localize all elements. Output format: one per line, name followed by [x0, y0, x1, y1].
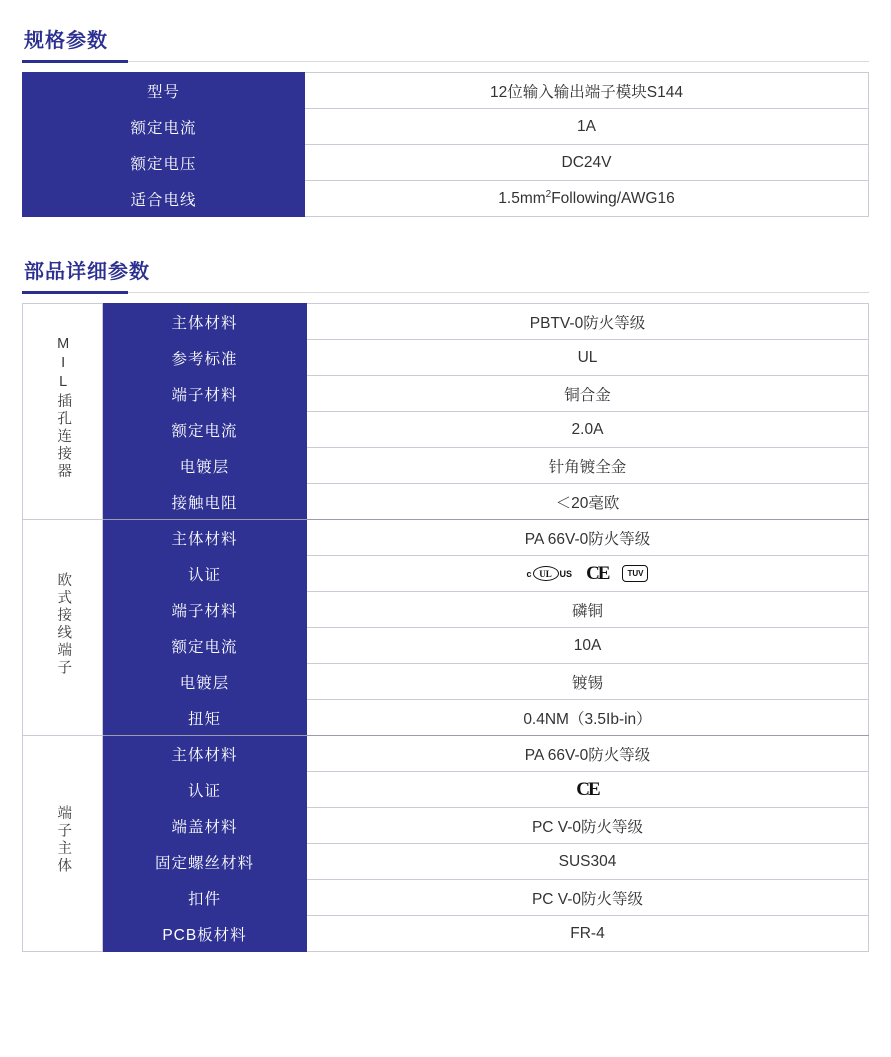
- spec-section-title: 规格参数: [24, 30, 108, 52]
- detail-row-label: 扭矩: [103, 700, 307, 736]
- table-row: [23, 664, 869, 700]
- table-row: [23, 412, 869, 448]
- detail-row-label: 电镀层: [103, 448, 307, 484]
- table-row: [23, 145, 869, 181]
- detail-row-value: 10A: [307, 628, 869, 664]
- detail-row-label: 接触电阻: [103, 484, 307, 520]
- detail-row-label: 参考标准: [103, 340, 307, 376]
- spec-row-label: 额定电流: [23, 109, 305, 145]
- detail-row-value: PC V-0防火等级: [307, 808, 869, 844]
- table-row: [23, 772, 869, 808]
- ul-suffix: US: [559, 568, 573, 579]
- table-row: [23, 181, 869, 217]
- table-row: [23, 808, 869, 844]
- group-label-mil: [23, 304, 103, 520]
- spec-row-label: 额定电压: [23, 145, 305, 181]
- table-row: [23, 448, 869, 484]
- spec-table: [22, 72, 869, 217]
- detail-row-label: PCB板材料: [103, 916, 307, 952]
- ce-mark-icon: CE: [586, 562, 609, 584]
- group-label-text: 欧式接线端子: [55, 571, 72, 677]
- detail-table: [22, 303, 869, 952]
- tuv-mark-icon: TUV: [622, 565, 648, 582]
- section-spacer: [22, 223, 869, 249]
- table-row: [23, 520, 869, 556]
- certification-marks-cell: [307, 772, 869, 808]
- table-row: [23, 592, 869, 628]
- spec-row-value: 12位输入输出端子模块S144: [305, 73, 869, 109]
- spec-section: [22, 18, 869, 217]
- detail-row-label: 认证: [103, 772, 307, 808]
- group-label-text: 端子主体: [55, 805, 72, 876]
- table-row: [23, 700, 869, 736]
- table-row: [23, 556, 869, 592]
- detail-row-label: 端子材料: [103, 376, 307, 412]
- detail-row-label: 主体材料: [103, 304, 307, 340]
- detail-row-value: 针角镀全金: [307, 448, 869, 484]
- detail-row-value: 磷铜: [307, 592, 869, 628]
- detail-section: [22, 249, 869, 952]
- table-row: [23, 880, 869, 916]
- spec-row-value: DC24V: [305, 145, 869, 181]
- detail-row-label: 端盖材料: [103, 808, 307, 844]
- spec-row-value: 1A: [305, 109, 869, 145]
- detail-row-value: PA 66V-0防火等级: [307, 520, 869, 556]
- detail-row-label: 电镀层: [103, 664, 307, 700]
- group-label-euro-terminal: [23, 520, 103, 736]
- detail-row-label: 端子材料: [103, 592, 307, 628]
- detail-row-value: UL: [307, 340, 869, 376]
- detail-row-value: PC V-0防火等级: [307, 880, 869, 916]
- detail-row-value: PBTV-0防火等级: [307, 304, 869, 340]
- certification-marks: [308, 557, 867, 590]
- ul-oval-text: UL: [539, 568, 552, 579]
- section-divider: [22, 292, 869, 293]
- spec-row-label: 型号: [23, 73, 305, 109]
- detail-row-label: 扣件: [103, 880, 307, 916]
- table-row: [23, 73, 869, 109]
- certification-marks: [308, 773, 867, 806]
- detail-row-label: 主体材料: [103, 736, 307, 772]
- group-label-terminal-body: [23, 736, 103, 952]
- detail-row-label: 主体材料: [103, 520, 307, 556]
- table-row: [23, 916, 869, 952]
- detail-row-label: 额定电流: [103, 412, 307, 448]
- table-row: [23, 844, 869, 880]
- spec-row-label: 适合电线: [23, 181, 305, 217]
- certification-marks-cell: [307, 556, 869, 592]
- wire-size-suffix: Following/AWG16: [551, 190, 675, 208]
- ce-mark-icon: CE: [576, 778, 599, 800]
- detail-row-label: 固定螺丝材料: [103, 844, 307, 880]
- detail-row-value: SUS304: [307, 844, 869, 880]
- section-divider: [22, 61, 869, 62]
- group-label-text: MIL插孔连接器: [55, 335, 72, 481]
- table-row: [23, 736, 869, 772]
- spec-row-value: [305, 181, 869, 217]
- table-row: [23, 376, 869, 412]
- wire-size-superscript: 2: [545, 188, 552, 200]
- detail-row-value: PA 66V-0防火等级: [307, 736, 869, 772]
- table-row: [23, 340, 869, 376]
- ul-prefix: c: [526, 568, 532, 579]
- wire-size-prefix: 1.5mm: [498, 190, 546, 208]
- ul-oval-icon: [533, 566, 559, 581]
- table-row: [23, 628, 869, 664]
- detail-row-value: FR-4: [307, 916, 869, 952]
- detail-row-value: 2.0A: [307, 412, 869, 448]
- table-row: [23, 484, 869, 520]
- table-row: [23, 109, 869, 145]
- table-row: [23, 304, 869, 340]
- detail-row-label: 认证: [103, 556, 307, 592]
- detail-section-title: 部品详细参数: [24, 261, 150, 283]
- detail-row-value: 0.4NM（3.5Ib-in）: [307, 700, 869, 736]
- detail-row-value: ＜20毫欧: [307, 484, 869, 520]
- ul-listed-icon: [527, 566, 573, 581]
- detail-row-value: 铜合金: [307, 376, 869, 412]
- detail-row-value: 镀锡: [307, 664, 869, 700]
- detail-row-label: 额定电流: [103, 628, 307, 664]
